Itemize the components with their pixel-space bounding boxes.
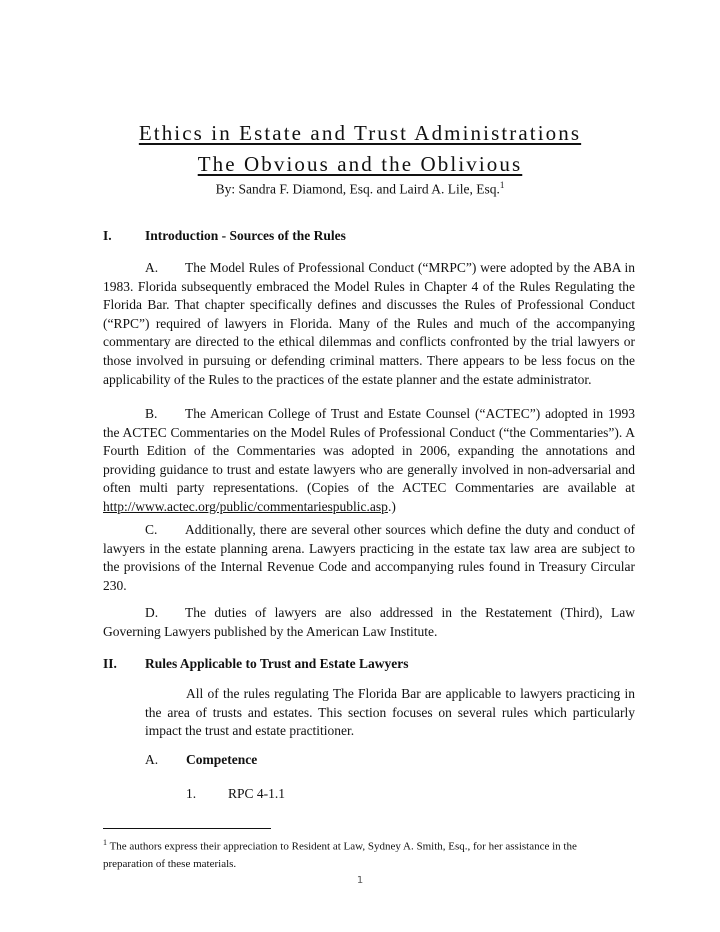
section-2-heading (103, 656, 409, 672)
actec-commentaries-link[interactable]: http://www.actec.org/public/commentariespublic.asp (103, 498, 388, 514)
paragraph-text: The American College of Trust and Estate Counsel (“ACTEC”) adopted in 1993 the ACTEC Commentaries on the Model Rules of Professional Conduct (“the Commentaries”). A Fourth Edition of the Commentaries was adopted in 2006, expanding the annotations and providing guidance to trust and estate lawyers who are generally involved in non-adversarial and often multi party representations. (Copies of the ACTEC Commentaries are available at (103, 406, 635, 496)
footnote (103, 834, 623, 874)
paragraph-1d (103, 604, 635, 641)
section-1-heading (103, 228, 346, 244)
item-1 (186, 786, 285, 802)
document-title-line-2: The Obvious and the Oblivious (197, 152, 523, 176)
footnote-text: The authors express their appreciation to Resident at Law, Sydney A. Smith, Esq., for her assistance in the preparation of these materials. (103, 840, 577, 871)
byline (0, 180, 720, 198)
paragraph-1b (103, 405, 635, 517)
byline-text: By: Sandra F. Diamond, Esq. and Laird A. Lile, Esq. (215, 181, 500, 197)
item-text: RPC 4-1.1 (228, 786, 286, 801)
footnote-reference[interactable]: 1 (499, 180, 505, 190)
paragraph-label: C. (145, 522, 158, 537)
section-1-number: I. (103, 228, 112, 243)
footnote-separator (103, 828, 271, 829)
section-2-intro: All of the rules regulating The Florida Bar are applicable to lawyers practicing in the area of trusts and estates. This section focuses on several rules which particularly impact the trust and estate practitioner. (145, 686, 635, 739)
section-2-number: II. (103, 656, 117, 671)
paragraph-label: A. (145, 260, 159, 275)
paragraph-text: The Model Rules of Professional Conduct (“MRPC”) were adopted by the ABA in 1983. Florida subsequently embraced the Model Rules in Chapter 4 of the Rules Regulating the Florida Bar. That chapter specifically defines and discusses the Rules of Professional Conduct (“RPC”) required of lawyers in Florida. Many of the Rules and much of the accompanying commentary are directed to the ethical dilemmas and conflicts confronted by the trial lawyers or those involved in pursuing or defending criminal matters. There appears to be less focus on the applicability of the Rules to the practices of the estate planner and the estate administrator. (103, 260, 635, 387)
paragraph-label: D. (145, 605, 159, 620)
page-number: 1 (356, 875, 364, 886)
section-1-title: Introduction - Sources of the Rules (145, 228, 346, 243)
paragraph-text-after: .) (387, 498, 396, 514)
section-2-title: Rules Applicable to Trust and Estate Lawyers (145, 656, 409, 671)
paragraph-label: B. (145, 406, 158, 421)
paragraph-text: The duties of lawyers are also addressed in the Restatement (Third), Law Governing Lawyers published by the American Law Institute. (103, 605, 635, 639)
subsection-label: A. (145, 752, 159, 767)
subsection-a (145, 752, 257, 768)
subsection-heading: Competence (186, 752, 258, 767)
item-label: 1. (186, 786, 197, 801)
paragraph-1a (103, 259, 635, 389)
paragraph-1c (103, 521, 635, 595)
document-title-line-1: Ethics in Estate and Trust Administrations (138, 121, 582, 145)
footnote-marker: 1 (103, 838, 107, 847)
paragraph-text: Additionally, there are several other sources which define the duty and conduct of lawyers in the estate planning arena. Lawyers practicing in the estate tax law area are subject to the provisions of the Internal Revenue Code and accompanying rules found in Treasury Circular 230. (103, 522, 635, 593)
